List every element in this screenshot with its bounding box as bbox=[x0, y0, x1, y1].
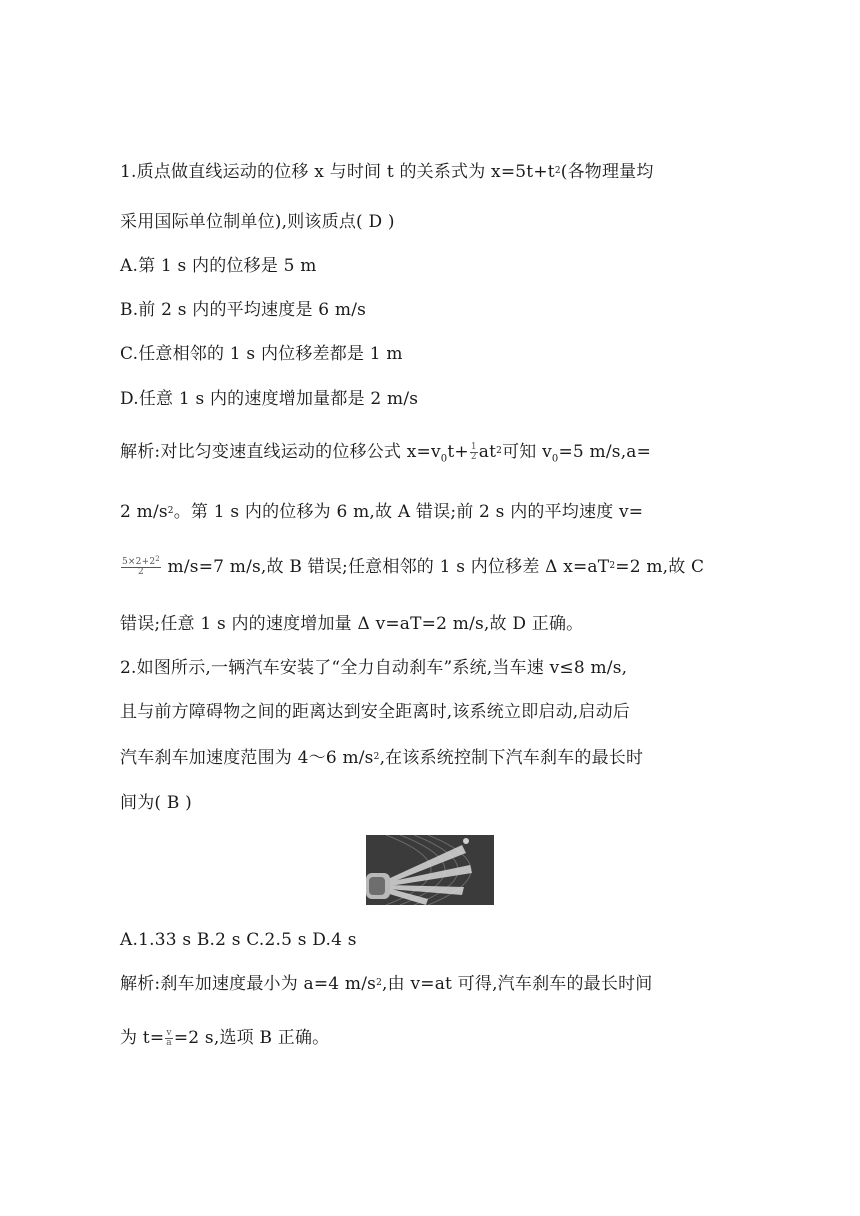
q2-analysis-line1: 解析:刹车加速度最小为 a=4 $m/s^2$,由 v=at 可得,汽车刹车的最长时间 bbox=[120, 974, 653, 994]
q2-stem-line3: 汽车刹车加速度范围为 4～6 $m/s^2$,在该系统控制下汽车刹车的最长时 bbox=[120, 748, 644, 768]
q1-stem-line1: 1.质点做直线运动的位移 x 与时间 t 的关系式为 $x=5t+t^2$(各物理量均 bbox=[120, 162, 654, 182]
q1-option-a: A.第 1 s 内的位移是 5 m bbox=[120, 256, 317, 276]
fraction-v-over-a: $\frac{v}{a}$ bbox=[166, 1028, 172, 1048]
fraction-average-velocity: $\frac{5\times 2+2^2}{2}$ bbox=[122, 555, 160, 577]
q2-analysis-line2: 为 t= $\frac{v}{a}$ =2 s,选项 B 正确。 bbox=[120, 1028, 330, 1048]
q1-option-c: C.任意相邻的 1 s 内位移差都是 1 m bbox=[120, 344, 403, 364]
q2-options: A.1.33 s B.2 s C.2.5 s D.4 s bbox=[120, 930, 357, 950]
car-sensor-illustration bbox=[366, 835, 494, 905]
q1-analysis-line3: $\frac{5\times 2+2^2}{2}$ m/s=7 m/s,故 B 错误;任意相邻的 1 s 内位移差 Δ $x=aT^2=2$ m,故 C bbox=[122, 555, 705, 577]
q2-stem-line1: 2.如图所示,一辆汽车安装了“全力自动刹车”系统,当车速 v≤8 m/s, bbox=[120, 658, 628, 678]
car-braking-figure bbox=[366, 835, 494, 905]
q1-analysis-line4: 错误;任意 1 s 内的速度增加量 Δ v=aT=2 m/s,故 D 正确。 bbox=[120, 614, 584, 634]
q1-stem-line2: 采用国际单位制单位),则该质点( D ) bbox=[120, 212, 395, 232]
q1-option-b: B.前 2 s 内的平均速度是 6 m/s bbox=[120, 300, 367, 320]
q1-analysis-line1: 解析:对比匀变速直线运动的位移公式 $x=v_0t+$ $\frac{1}{2}$ $at^2$可知 $v_0=5$ m/s,a= bbox=[120, 442, 652, 465]
q2-stem-line4: 间为( B ) bbox=[120, 793, 192, 813]
fraction-one-half: $\frac{1}{2}$ bbox=[470, 442, 477, 462]
q1-option-d: D.任意 1 s 内的速度增加量都是 2 m/s bbox=[120, 389, 419, 409]
q1-analysis-line2: 2 $m/s^2$。第 1 s 内的位移为 6 m,故 A 错误;前 2 s 内的平均速度 v= bbox=[120, 502, 644, 522]
q2-stem-line2: 且与前方障碍物之间的距离达到安全距离时,该系统立即启动,启动后 bbox=[120, 702, 631, 722]
